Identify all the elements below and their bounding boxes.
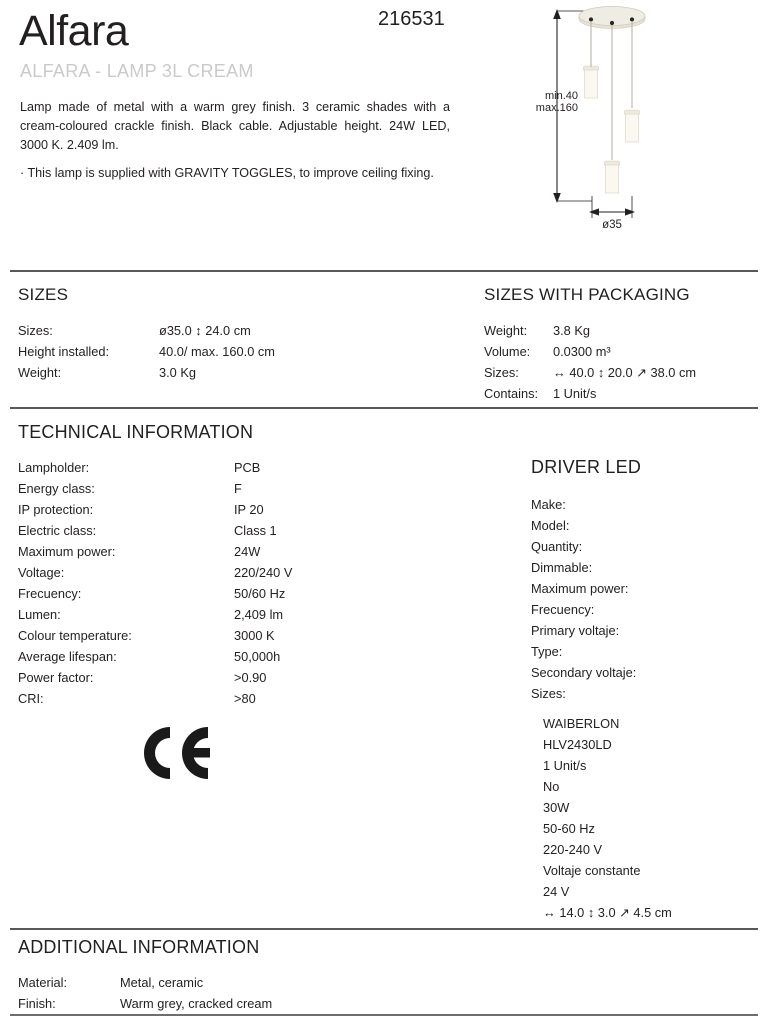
driver-label-7: Type: — [531, 644, 563, 659]
packaging-label-2: Sizes: — [484, 365, 519, 380]
sizes-label-0: Sizes: — [18, 323, 53, 338]
technical-value-9: 50,000h — [234, 649, 281, 664]
product-note: · This lamp is supplied with GRAVITY TOGGLES, to improve ceiling fixing. — [20, 166, 434, 180]
product-dimension-diagram — [520, 0, 768, 250]
driver-label-8: Secondary voltaje: — [531, 665, 637, 680]
technical-label-8: Colour temperature: — [18, 628, 132, 643]
height-arrow-bottom — [553, 193, 561, 203]
technical-value-1: F — [234, 481, 242, 496]
driver-label-4: Maximum power: — [531, 581, 629, 596]
technical-label-7: Lumen: — [18, 607, 61, 622]
technical-label-3: Electric class: — [18, 523, 97, 538]
lamp-shade-1 — [584, 63, 599, 98]
technical-label-6: Frecuency: — [18, 586, 82, 601]
technical-value-3: Class 1 — [234, 523, 277, 538]
divider-technical — [10, 407, 758, 409]
driver-label-9: Sizes: — [531, 686, 566, 701]
technical-label-1: Energy class: — [18, 481, 95, 496]
technical-label-9: Average lifespan: — [18, 649, 117, 664]
packaging-label-0: Weight: — [484, 323, 528, 338]
technical-title: TECHNICAL INFORMATION — [18, 422, 254, 442]
technical-value-6: 50/60 Hz — [234, 586, 286, 601]
divider-sizes — [10, 270, 758, 272]
technical-value-2: IP 20 — [234, 502, 264, 517]
sizes-value-2: 3.0 Kg — [159, 365, 196, 380]
sizes-title: SIZES — [18, 285, 69, 304]
product-subtitle: ALFARA - LAMP 3L CREAM — [20, 61, 254, 81]
technical-value-5: 220/240 V — [234, 565, 293, 580]
packaging-label-3: Contains: — [484, 386, 539, 401]
technical-value-10: >0.90 — [234, 670, 267, 685]
lamp-shade-3 — [605, 161, 620, 193]
additional-label-0: Material: — [18, 975, 68, 990]
product-title: Alfara — [19, 7, 129, 55]
packaging-value-0: 3.8 Kg — [553, 323, 590, 338]
additional-value-0: Metal, ceramic — [120, 975, 204, 990]
divider-bottom — [10, 1014, 758, 1016]
diameter-arrow-right — [625, 208, 635, 215]
driver-value-0: WAIBERLON — [543, 716, 620, 731]
driver-label-6: Primary voltaje: — [531, 623, 620, 638]
technical-value-0: PCB — [234, 460, 261, 475]
sizes-value-1: 40.0/ max. 160.0 cm — [159, 344, 275, 359]
product-code: 216531 — [378, 8, 445, 30]
height-min-label: min.40 — [544, 90, 578, 102]
driver-value-4: 30W — [543, 800, 570, 815]
technical-value-8: 3000 K — [234, 628, 275, 643]
technical-value-11: >80 — [234, 691, 256, 706]
pendant-lamp-drawing — [520, 0, 768, 250]
technical-label-4: Maximum power: — [18, 544, 116, 559]
additional-label-1: Finish: — [18, 996, 56, 1011]
product-description: Lamp made of metal with a warm grey finish. 3 ceramic shades with a cream-coloured crackle finish. Black cable. Adjustable height. 24W LED, 3000 K. 2.409 lm. — [20, 100, 450, 152]
divider-additional — [10, 928, 758, 930]
driver-led-title: DRIVER LED — [531, 457, 642, 477]
driver-label-2: Quantity: — [531, 539, 583, 554]
driver-label-0: Make: — [531, 497, 566, 512]
packaging-value-1: 0.0300 m³ — [553, 344, 611, 359]
technical-label-11: CRI: — [18, 691, 44, 706]
lamp-shade-2 — [625, 110, 640, 142]
driver-value-6: 220-240 V — [543, 842, 603, 857]
driver-value-7: Voltaje constante — [543, 863, 641, 878]
technical-label-5: Voltage: — [18, 565, 65, 580]
driver-label-5: Frecuency: — [531, 602, 595, 617]
packaging-title: SIZES WITH PACKAGING — [484, 285, 690, 304]
technical-label-0: Lampholder: — [18, 460, 90, 475]
sizes-value-0: ø35.0 ↕ 24.0 cm — [159, 323, 251, 338]
height-max-label: max.160 — [535, 102, 578, 114]
driver-label-3: Dimmable: — [531, 560, 593, 575]
additional-title: ADDITIONAL INFORMATION — [18, 937, 260, 957]
technical-label-10: Power factor: — [18, 670, 94, 685]
diameter-arrow-left — [589, 208, 599, 215]
technical-label-2: IP protection: — [18, 502, 94, 517]
additional-value-1: Warm grey, cracked cream — [120, 996, 273, 1011]
driver-value-2: 1 Unit/s — [543, 758, 587, 773]
sizes-label-2: Weight: — [18, 365, 62, 380]
driver-value-9: ↔ 14.0 ↕ 3.0 ↗ 4.5 cm — [543, 905, 672, 920]
packaging-value-2: ↔ 40.0 ↕ 20.0 ↗ 38.0 cm — [553, 365, 697, 380]
height-arrow-top — [553, 9, 561, 19]
driver-value-8: 24 V — [543, 884, 570, 899]
driver-value-1: HLV2430LD — [543, 737, 612, 752]
diameter-label: ø35 — [602, 219, 622, 231]
sizes-label-1: Height installed: — [18, 344, 110, 359]
technical-value-7: 2,409 lm — [234, 607, 284, 622]
driver-value-5: 50-60 Hz — [543, 821, 595, 836]
driver-value-3: No — [543, 779, 560, 794]
packaging-value-3: 1 Unit/s — [553, 386, 597, 401]
packaging-label-1: Volume: — [484, 344, 531, 359]
driver-label-1: Model: — [531, 518, 570, 533]
technical-value-4: 24W — [234, 544, 261, 559]
ce-mark-icon — [140, 723, 210, 788]
